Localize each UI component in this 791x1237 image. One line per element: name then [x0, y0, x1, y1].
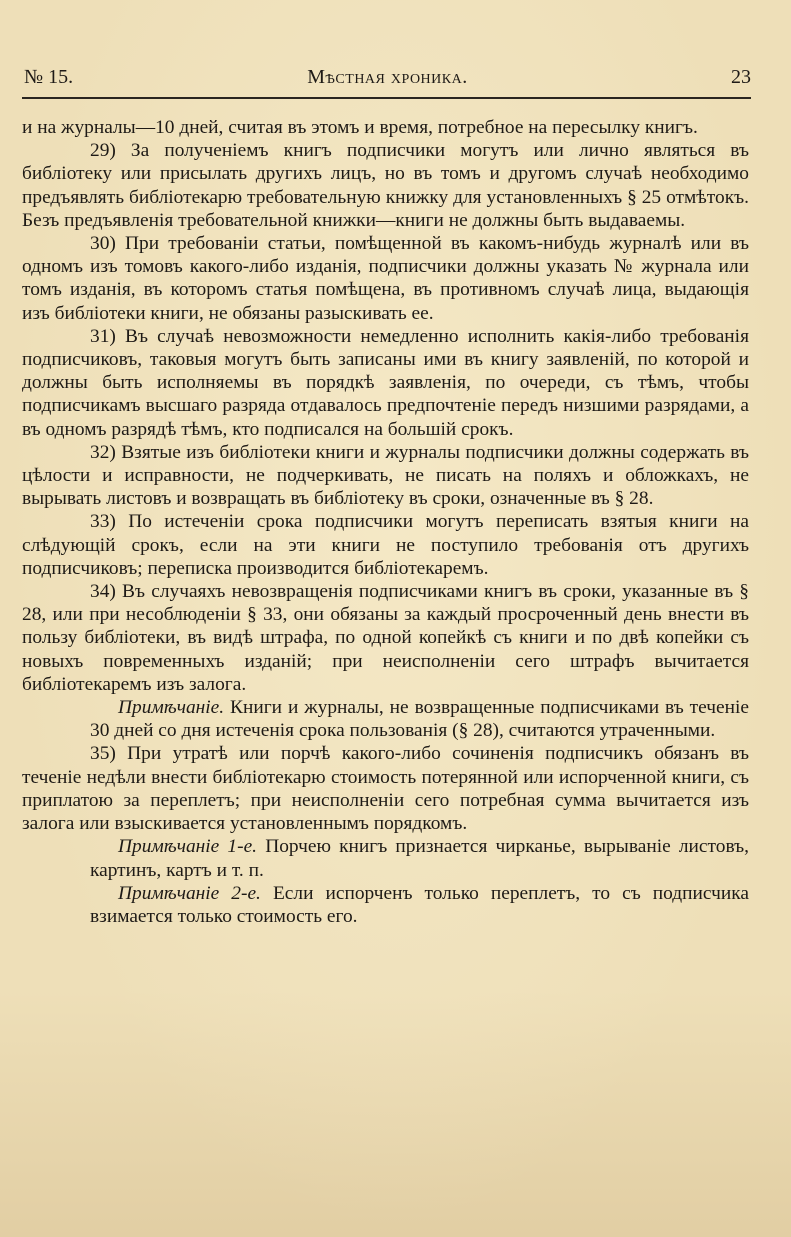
- note-label: Примѣчаніе.: [118, 697, 225, 719]
- paragraph-29: 29) За полученіемъ книгъ подписчики могутъ или лично являться въ библіотеку или присылать другихъ лицъ, но въ томъ и другомъ случаѣ необходимо предъявлять библіотекарю требовательную книжку для установленныхъ § 25 отмѣтокъ. Безъ предъявленія требовательной книжки—книги не должны быть выдаваемы.: [22, 140, 749, 231]
- note-1-paragraph-35: [22, 835, 749, 881]
- running-title: Мѣстная хроника.: [307, 66, 468, 88]
- paragraph-35: 35) При утратѣ или порчѣ какого-либо сочиненія подписчикъ обязанъ въ теченіе недѣли внести библіотекарю стоимость потерянной или испорченной книги, съ приплатою за переплетъ; при неисполненіи сего потребная сумма вычитается изъ залога или взыскивается установленнымъ порядкомъ.: [22, 743, 749, 835]
- issue-number: № 15.: [24, 66, 74, 88]
- note-text: Книги и журналы, не возвращенные подписчиками въ теченіе 30 дней со дня истеченія срока пользованія (§ 28), считаются утраченными.: [90, 697, 749, 742]
- note-label: Примѣчаніе 2-е.: [118, 882, 261, 904]
- paragraph-33: 33) По истеченіи срока подписчики могутъ переписать взятыя книги на слѣдующій срокъ, если на эти книги не поступило требованія отъ другихъ подписчиковъ; переписка производится библіотекаремъ.: [22, 511, 749, 579]
- note-2-paragraph-35: [22, 882, 749, 928]
- note-text: Порчею книгъ признается чирканье, вырываніе листовъ, картинъ, картъ и т. п.: [90, 836, 749, 881]
- note-label: Примѣчаніе 1-е.: [118, 836, 258, 858]
- paragraph-31: 31) Въ случаѣ невозможности немедленно исполнить какія-либо требованія подписчиковъ, таковыя могутъ быть записаны ими въ книгу заявленій, по которой и должны быть исполняемы въ порядкѣ заявленія, по очереди, съ тѣмъ, чтобы подписчикамъ высшаго разряда отдавалось предпочтеніе передъ низшими разрядами, а въ одномъ разрядѣ тѣмъ, кто подписался на большій срокъ.: [22, 325, 749, 440]
- page-number: 23: [731, 66, 751, 88]
- paragraph-30: 30) При требованіи статьи, помѣщенной въ какомъ-нибудь журналѣ или въ одномъ изъ томовъ какого-либо изданія, подписчики должны указать № журнала или томъ изданія, въ которомъ статья помѣщена, въ противномъ случаѣ лица, выдающія изъ библіотеки книги, не обязаны разыскивать ее.: [22, 233, 749, 324]
- paragraph-continuation: и на журналы—10 дней, считая въ этомъ и время, потребное на пересылку книгъ.: [22, 117, 698, 138]
- note-text: Если испорченъ только переплетъ, то съ подписчика взимается только стоимость его.: [90, 882, 749, 927]
- paragraph-32: 32) Взятые изъ библіотеки книги и журналы подписчики должны содержать въ цѣлости и исправности, не подчеркивать, не писать на поляхъ и обложкахъ, не вырывать листовъ и возвращать въ библіотеку въ сроки, означенные въ § 28.: [22, 441, 749, 510]
- header-rule: [22, 97, 751, 99]
- page-header: [24, 66, 751, 96]
- note-paragraph-34: [22, 696, 749, 742]
- paragraph-34: 34) Въ случаяхъ невозвращенія подписчиками книгъ въ сроки, указанные въ § 28, или при несоблюденіи § 33, они обязаны за каждый просроченный день внести въ пользу библіотеки, въ видѣ штрафа, по одной копейкѣ съ книги и по двѣ копейки съ новыхъ повременныхъ изданій; при неисполненіи сего штрафъ вычитается библіотекаремъ изъ залога.: [22, 581, 749, 695]
- page-body: [22, 116, 749, 928]
